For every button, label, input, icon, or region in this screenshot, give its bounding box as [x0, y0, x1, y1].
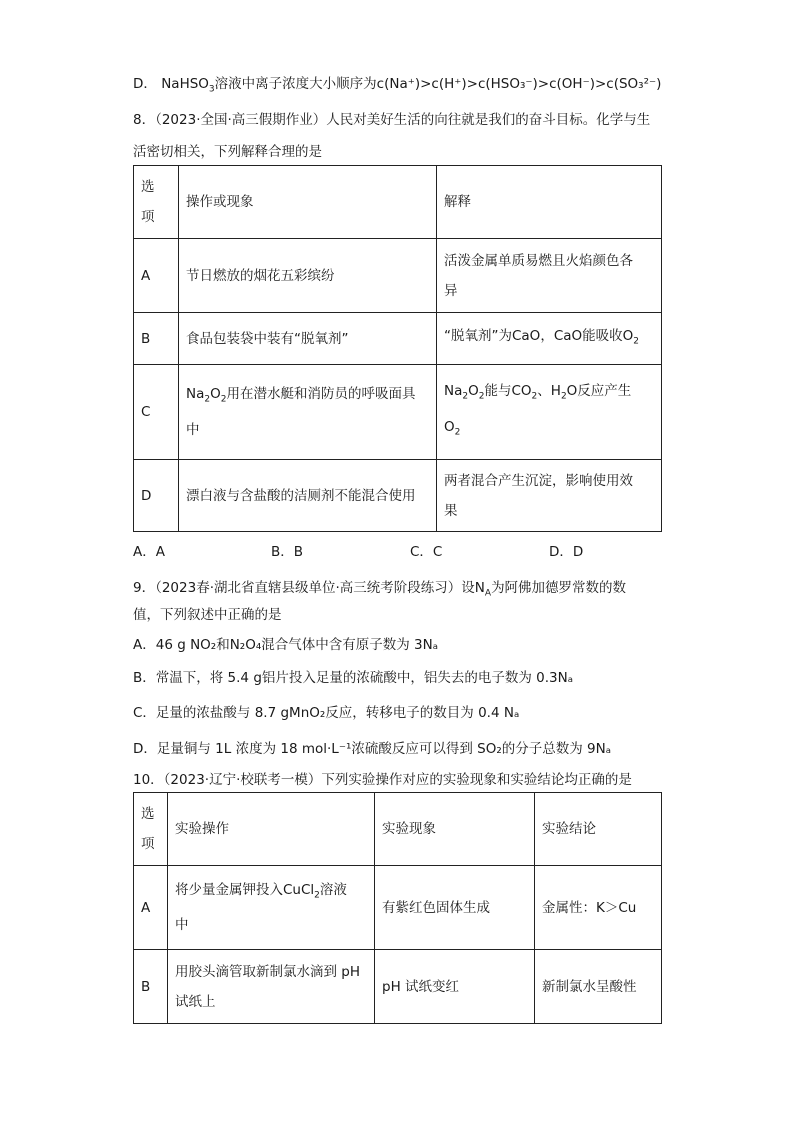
q10-row-b-conclusion: 新制氯水呈酸性 — [535, 950, 662, 1024]
q10-table — [133, 792, 662, 1024]
q7-option-d-expression: c(Na⁺)>c(H⁺)>c(HSO₃⁻)>c(OH⁻)>c(SO₃²⁻) — [376, 76, 662, 92]
q8-row-d-operation: 漂白液与含盐酸的洁厕剂不能混合使用 — [179, 460, 437, 532]
q9-stem-line1: 9．（2023春·湖北省直辖县级单位·高三统考阶段练习）设$N_A$为阿佛加德罗常数的数 — [133, 580, 627, 599]
q10-row-a-conclusion: 金属性：K＞Cu — [535, 866, 662, 950]
q9-stem-line2: 值，下列叙述中正确的是 — [133, 607, 282, 623]
q7-option-d-formula: NaHSO$_3$ — [161, 76, 215, 95]
q8-row-c-explanation: $Na_2O_2$能与$CO_2$、$H_2O$反应产生 $O_2$ — [437, 365, 662, 460]
q10-header-option: 选 项 — [134, 793, 168, 866]
q10-row-a-phenomenon: 有紫红色固体生成 — [375, 866, 535, 950]
q7-option-d-text: 溶液中离子浓度大小顺序为 — [214, 76, 377, 92]
q8-stem-line2: 活密切相关，下列解释合理的是 — [133, 144, 322, 160]
q7-option-d — [133, 72, 661, 95]
q9-option-d[interactable]: D．足量铜与 1L 浓度为 18 mol·L⁻¹浓硫酸反应可以得到 SO₂的分子总数为 9Nₐ — [133, 741, 612, 757]
q8-header-explanation: 解释 — [437, 166, 662, 239]
q10-row-b-phenomenon: pH 试纸变红 — [375, 950, 535, 1024]
q8-row-b-option: B — [134, 313, 179, 365]
q9-option-c[interactable]: C．足量的浓盐酸与 8.7 gMnO₂反应，转移电子的数目为 0.4 Nₐ — [133, 705, 520, 721]
q8-header-operation: 操作或现象 — [179, 166, 437, 239]
q10-stem: 10．（2023·辽宁·校联考一模）下列实验操作对应的实验现象和实验结论均正确的是 — [133, 772, 632, 788]
q10-header-phenomenon: 实验现象 — [375, 793, 535, 866]
q8-row-a-operation: 节日燃放的烟花五彩缤纷 — [179, 239, 437, 313]
q10-row-b-option: B — [134, 950, 168, 1024]
q7-option-d-label: D． — [133, 76, 157, 92]
q10-header-operation: 实验操作 — [168, 793, 375, 866]
q8-choice-c[interactable]: C．C — [410, 544, 443, 560]
q8-row-b-explanation: “脱氧剂”为CaO，CaO能吸收$O_2$ — [437, 313, 662, 365]
q8-row-a-option: A — [134, 239, 179, 313]
q8-choice-b[interactable]: B．B — [271, 544, 304, 560]
q8-row-c-operation: $Na_2O_2$用在潜水艇和消防员的呼吸面具 中 — [179, 365, 437, 460]
q10-row-b-operation: 用胶头滴管取新制氯水滴到 pH 试纸上 — [168, 950, 375, 1024]
q10-row-a-option: A — [134, 866, 168, 950]
q10-header-conclusion: 实验结论 — [535, 793, 662, 866]
q10-row-a-operation: 将少量金属钾投入CuCl$_2$溶液 中 — [168, 866, 375, 950]
q9-option-a[interactable]: A．46 g NO₂和N₂O₄混合气体中含有原子数为 3Nₐ — [133, 637, 439, 653]
q8-row-d-option: D — [134, 460, 179, 532]
q8-table — [133, 165, 662, 532]
q8-row-c-option: C — [134, 365, 179, 460]
q8-row-d-explanation: 两者混合产生沉淀，影响使用效 果 — [437, 460, 662, 532]
q9-option-b[interactable]: B．常温下，将 5.4 g铝片投入足量的浓硫酸中，铝失去的电子数为 0.3Nₐ — [133, 670, 574, 686]
q8-header-option: 选 项 — [134, 166, 179, 239]
q8-choice-d[interactable]: D．D — [549, 544, 584, 560]
q8-row-b-operation: 食品包装袋中装有“脱氧剂” — [179, 313, 437, 365]
q8-choice-a[interactable]: A．A — [133, 544, 165, 560]
q8-stem-line1: 8．（2023·全国·高三假期作业）人民对美好生活的向往就是我们的奋斗目标。化学与生 — [133, 112, 651, 128]
q8-row-a-explanation: 活泼金属单质易燃且火焰颜色各 异 — [437, 239, 662, 313]
